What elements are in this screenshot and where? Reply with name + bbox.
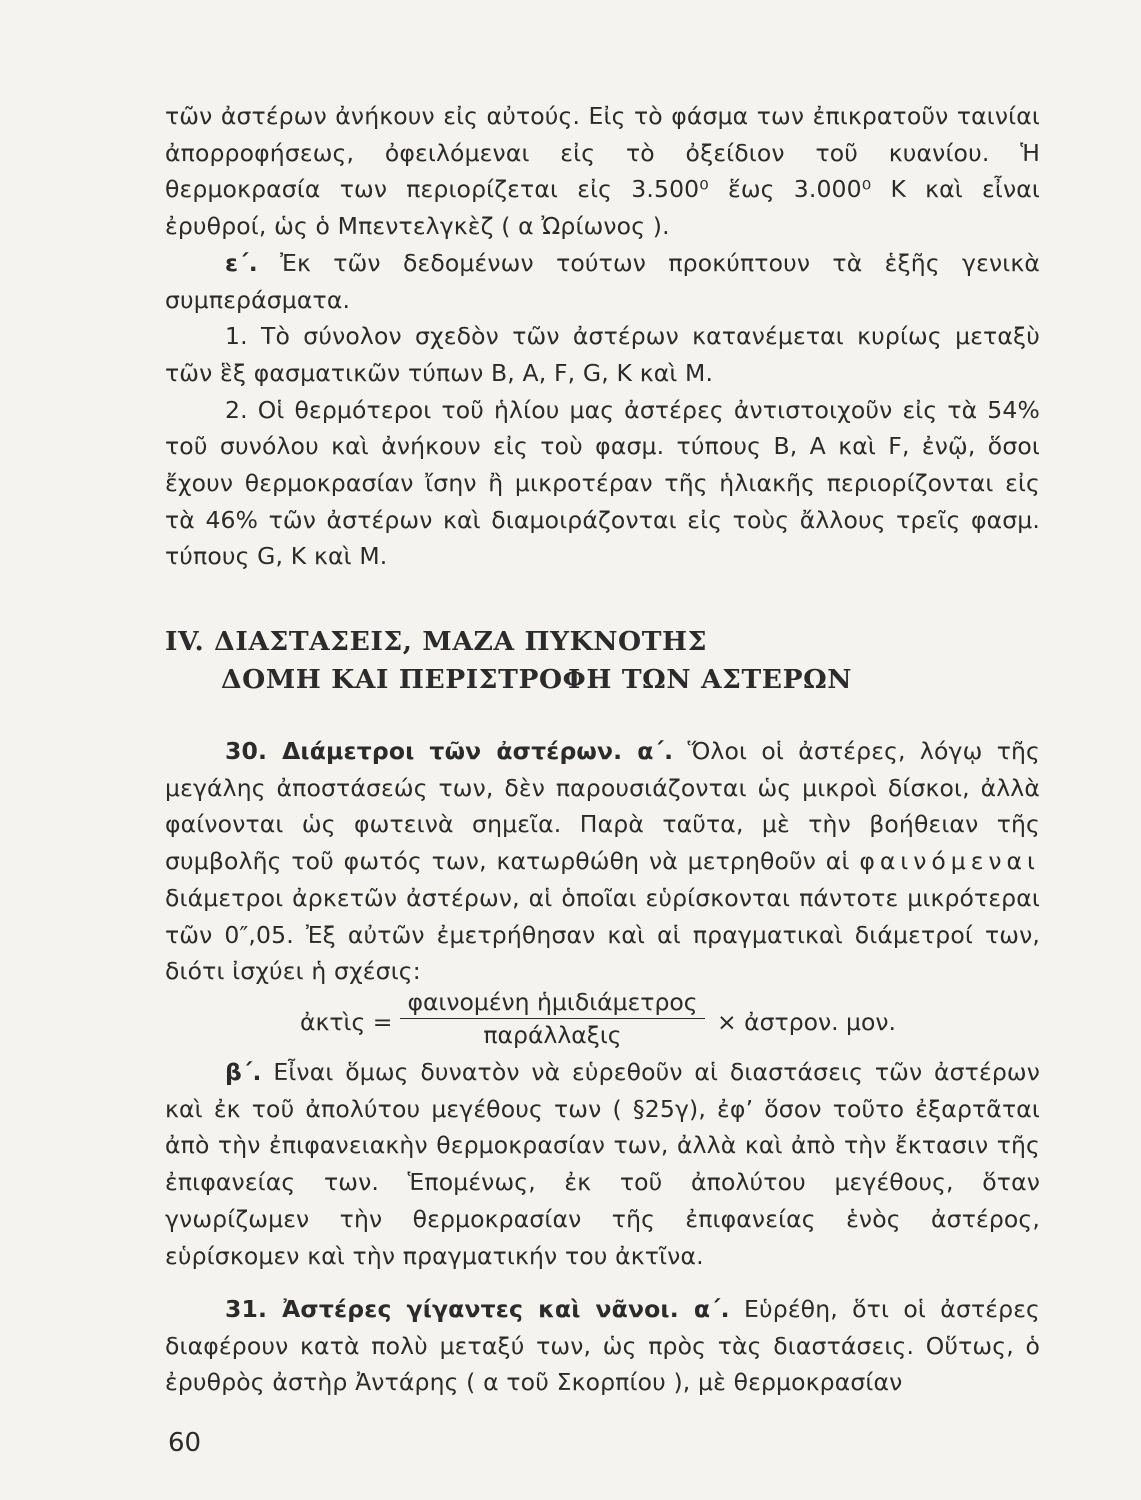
- list-item-1: 1. Τὸ σύνολον σχεδὸν τῶν ἀστέρων κατανέμεται κυρίως μεταξὺ τῶν ἓξ φασματικῶν τύπων B, A, F, G, K καὶ M.: [165, 322, 1040, 387]
- section-30-paragraph: [165, 733, 1040, 990]
- section-31: [165, 1291, 1040, 1401]
- section-30-a: [165, 733, 1040, 990]
- epsilon-text: Ἐκ τῶν δεδομένων τούτων προκύπτουν τὰ ἑξῆς γενικὰ συμπεράσματα.: [165, 248, 1040, 314]
- formula-fraction: [400, 988, 705, 1049]
- beta-text: Εἶναι ὅμως δυνατὸν νὰ εὑρεθοῦν αἱ διαστάσεις τῶν ἀστέρων καὶ ἐκ τοῦ ἀπολύτου μεγέθους των ( §25γ), ἐφ’ ὅσον τοῦτο ἐξαρτᾶται ἀπὸ τὴν ἐπιφανειακὴν θερμοκρασίαν των, ἀλλὰ καὶ ἀπὸ τὴν ἔκτασιν τῆς ἐπιφανείας των. Ἑπομένως, ἐκ τοῦ ἀπολύτου μεγέθους, ὅταν γνωρίζωμεν τὴν θερμοκρασίαν τῆς ἐπιφανείας ἑνὸς ἀστέρος, εὑρίσκομεν καὶ τὴν πραγματικήν του ἀκτῖνα.: [165, 1058, 1040, 1270]
- chapter-heading: [165, 623, 865, 699]
- section-30-title: 30. Διάμετροι τῶν ἀστέρων. α΄.: [225, 737, 674, 765]
- chapter-heading-line2: ΔΟΜΗ ΚΑΙ ΠΕΡΙΣΤΡΟΦΗ ΤΩΝ ΑΣΤΕΡΩΝ: [221, 664, 853, 695]
- radius-formula: [300, 990, 940, 1050]
- intro-paragraph: τῶν ἀστέρων ἀνήκουν εἰς αὐτούς. Εἰς τὸ φάσμα των ἐπικρατοῦν ταινίαι ἀπορροφήσεως, ὀφειλόμεναι εἰς τὸ ὀξείδιον τοῦ κυανίου. Ἡ θερμοκρασία των περιορίζεται εἰς 3.500⁰ ἕως 3.000⁰ Κ καὶ εἶναι ἐρυθροί, ὡς ὁ Μπεντελγκὲζ ( α Ὠρίωνος ).: [165, 102, 1040, 241]
- section-31-title: 31. Ἀστέρες γίγαντες καὶ νᾶνοι. α΄.: [225, 1295, 730, 1323]
- beta-paragraph: [165, 1054, 1040, 1274]
- formula-lhs: ἀκτὶς =: [300, 1008, 393, 1036]
- epsilon-paragraph: [165, 245, 1040, 318]
- section-30-text-b: διάμετροι ἀρκετῶν ἀστέρων, αἱ ὁποῖαι εὑρίσκονται πάντοτε μικρότεραι τῶν 0″,05. Ἐξ αὐτῶν ἐμετρήθησαν καὶ αἱ πραγματικαὶ διάμετροί των, διότι ἰσχύει ἡ σχέσις:: [165, 883, 1040, 986]
- fraction-bar: [400, 1018, 705, 1019]
- section-30-text-a: Ὅλοι οἱ ἀστέρες, λόγῳ τῆς μεγάλης ἀποστάσεώς των, δὲν παρουσιάζονται ὡς μικροὶ δίσκοι, ἀλλὰ φαίνονται ὡς φωτεινὰ σημεῖα. Παρὰ ταῦτα, μὲ τὴν βοήθειαν τῆς συμβολῆς τοῦ φωτός των, κατωρθώθη νὰ μετρηθοῦν αἱ: [165, 737, 1040, 876]
- chapter-heading-line1: IV. ΔΙΑΣΤΑΣΕΙΣ, ΜΑΖΑ ΠΥΚΝΟΤΗΣ: [165, 626, 708, 657]
- intro-block: [165, 98, 1040, 575]
- formula-rhs: × ἀστρον. μον.: [717, 1008, 896, 1036]
- list-item-2: 2. Οἱ θερμότεροι τοῦ ἡλίου μας ἀστέρες ἀντιστοιχοῦν εἰς τὰ 54% τοῦ συνόλου καὶ ἀνήκουν εἰς τοὺ φασμ. τύπους B, A καὶ F, ἐνῷ, ὅσοι ἔχουν θερμοκρασίαν ἴσην ἢ μικροτέραν τῆς ἡλιακῆς περιορίζονται εἰς τὰ 46% τῶν ἀστέρων καὶ διαμοιράζονται εἰς τοὺς ἄλλους τρεῖς φασμ. τύπους G, K καὶ M.: [165, 395, 1040, 571]
- section-31-paragraph: [165, 1291, 1040, 1401]
- formula-numerator: φαινομένη ἡμιδιάμετρος: [407, 988, 698, 1016]
- formula-denominator: παράλλαξις: [483, 1021, 622, 1049]
- beta-label: β΄.: [225, 1058, 262, 1086]
- section-30-b: [165, 1054, 1040, 1274]
- page-number: 60: [168, 1428, 202, 1458]
- epsilon-label: ε΄.: [225, 248, 258, 277]
- section-31-text: Εὑρέθη, ὅτι οἱ ἀστέρες διαφέρουν κατὰ πολὺ μεταξύ των, ὡς πρὸς τὰς διαστάσεις. Οὕτως, ὁ ἐρυθρὸς ἀστὴρ Ἀντάρης ( α τοῦ Σκορπίου ), μὲ θερμοκρασίαν: [165, 1295, 1040, 1397]
- section-30-spaced-word: φαινόμεναι: [859, 847, 1040, 876]
